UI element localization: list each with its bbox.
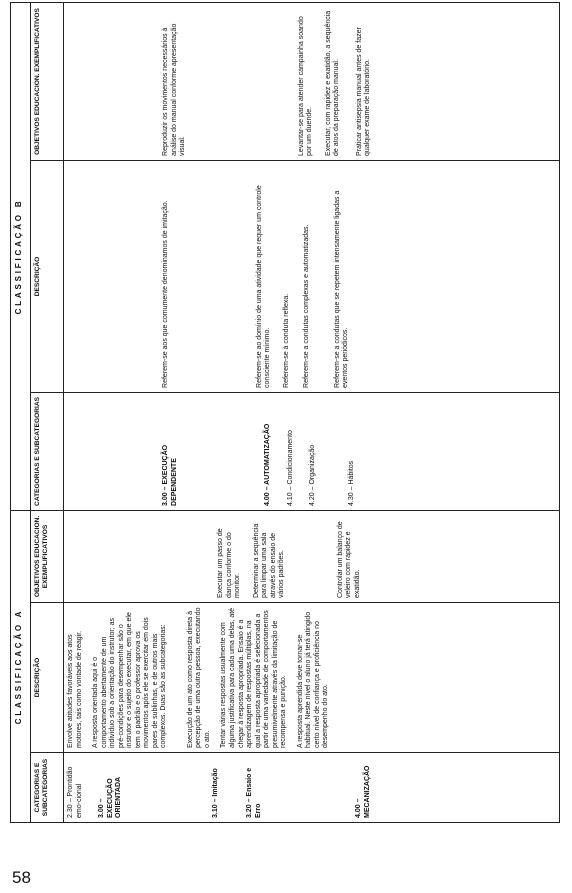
a-desc-4: A resposta aprendida deve tornar-se habitual. Neste nível o aluno já terá atingido certo nível de confiança e proficiência no desempenho do ato. bbox=[296, 611, 330, 748]
a-obj-4: Controlar um balanço de veleiro com rapidez e exatidão. bbox=[336, 521, 361, 598]
a-desc-3: Tentar várias respostas usualmente com alguma justificativa para cada uma delas, até chegar à resposta apropriada. Ensaio é a aprendizagem de respostas múltiplas, na qual a resposta apropriada é selecionada a partir de uma variedade de comportamentos presumivelmente através da limitação de recompensa e punição. bbox=[220, 607, 288, 748]
b-obj-4: Praticar antisepsia manual antes de fazer qualquer exame de laboratório. bbox=[355, 27, 372, 156]
class-b-col-description: DESCRIÇÃO bbox=[31, 160, 64, 392]
a-desc-1: A resposta orientada aqui é o comportamento abertamente de um indivíduo sob a orientação do instrutor; as pré-condições para desempenhar são o instrutor e o sujeito do executar, em que ele tem o padrão e o professor aprova os movimentos após ele se exercitar em dois pares de sublinhas, e de outros mais complexos. Duas são as subcategorias: bbox=[92, 612, 168, 748]
b-cat-0: 3.00 – EXECUÇÃO DEPENDENTE bbox=[162, 444, 178, 506]
class-b-description-cell bbox=[64, 160, 560, 392]
a-desc-0: Envolve atitudes favoráveis aos atos motores, tais como vontade de reagir. bbox=[67, 630, 83, 748]
a-cat-3: 3.20 – Ensaio e Erro bbox=[246, 767, 262, 818]
class-b-categories-cell bbox=[64, 392, 560, 510]
a-desc-2: Execução de um ato como resposta direta à percepção de uma outra pessoa, executando o ato. bbox=[186, 607, 211, 748]
b-desc-4: Referem-se a condutas que se repetem intensamente ligadas a eventos periódicos. bbox=[333, 190, 350, 388]
b-obj-2: Levantar-se para atender campainha soando por um duende. bbox=[297, 16, 314, 156]
class-a-heading: CLASSIFICAÇÃO A bbox=[11, 510, 31, 822]
class-b-heading: CLASSIFICAÇÃO B bbox=[11, 2, 31, 510]
class-a-col-categories: CATEGORIAS E SUBCATEGORIAS bbox=[31, 753, 64, 823]
class-b-col-categories: CATEGORIAS E SUBCATEGORIAS bbox=[31, 392, 64, 510]
classification-table bbox=[10, 2, 560, 823]
page-number: 58 bbox=[12, 868, 31, 887]
class-a-categories-cell bbox=[64, 753, 560, 823]
b-cat-2: 4.10 – Condicionamento bbox=[286, 430, 294, 506]
b-desc-2: Referem-se à conduta reflexa. bbox=[282, 293, 290, 388]
b-desc-3: Referem-se a condutas complexas e automatizadas. bbox=[303, 224, 311, 388]
b-cat-3: 4.20 – Organização bbox=[309, 444, 317, 506]
a-cat-1: 3.00 – EXECUÇÃO ORIENTADA bbox=[98, 776, 123, 818]
rotated-table-container bbox=[10, 3, 560, 823]
class-a-objectives-cell bbox=[64, 510, 560, 602]
a-cat-4: 4.00 – MECANIZAÇÃO bbox=[355, 765, 371, 818]
b-cat-4: 4.30 – Hábitos bbox=[347, 460, 355, 506]
b-cat-1: 4.00 – AUTOMATIZAÇÃO bbox=[264, 423, 272, 506]
b-desc-1: Referem-se ao domínio de uma atividade que requer um controle consciente mínimo. bbox=[255, 185, 272, 388]
a-obj-2: Executar um passo de dança conforme o do monitor. bbox=[217, 528, 242, 598]
class-a-col-objectives: OBJETIVOS EDUCACION. EXEMPLIFICATIVOS bbox=[31, 510, 64, 602]
b-obj-3: Executar, com rapidez e exatidão, a sequência de atos da preparação manual. bbox=[324, 10, 341, 156]
class-b-col-objectives: OBJETIVOS EDUCACION. EXEMPLIFICATIVOS bbox=[31, 2, 64, 160]
b-desc-0: Referem-se aos que comumente denominamos de imitação. bbox=[162, 200, 169, 388]
class-b-objectives-cell bbox=[64, 2, 560, 160]
a-cat-2: 3.10 – Imitação bbox=[211, 768, 219, 818]
class-a-description-cell bbox=[64, 603, 560, 753]
a-cat-0: 2.30 – Prontidão emo-cional bbox=[67, 766, 83, 818]
class-a-col-description: DESCRIÇÃO bbox=[31, 603, 64, 753]
a-obj-3: Determinar a sequência para limpar uma sala através do ensaio de vários padrões. bbox=[252, 523, 286, 598]
b-obj-0: Reproduzir os movimentos necessários à análise do manual conforme apresentação visual. bbox=[162, 23, 187, 156]
